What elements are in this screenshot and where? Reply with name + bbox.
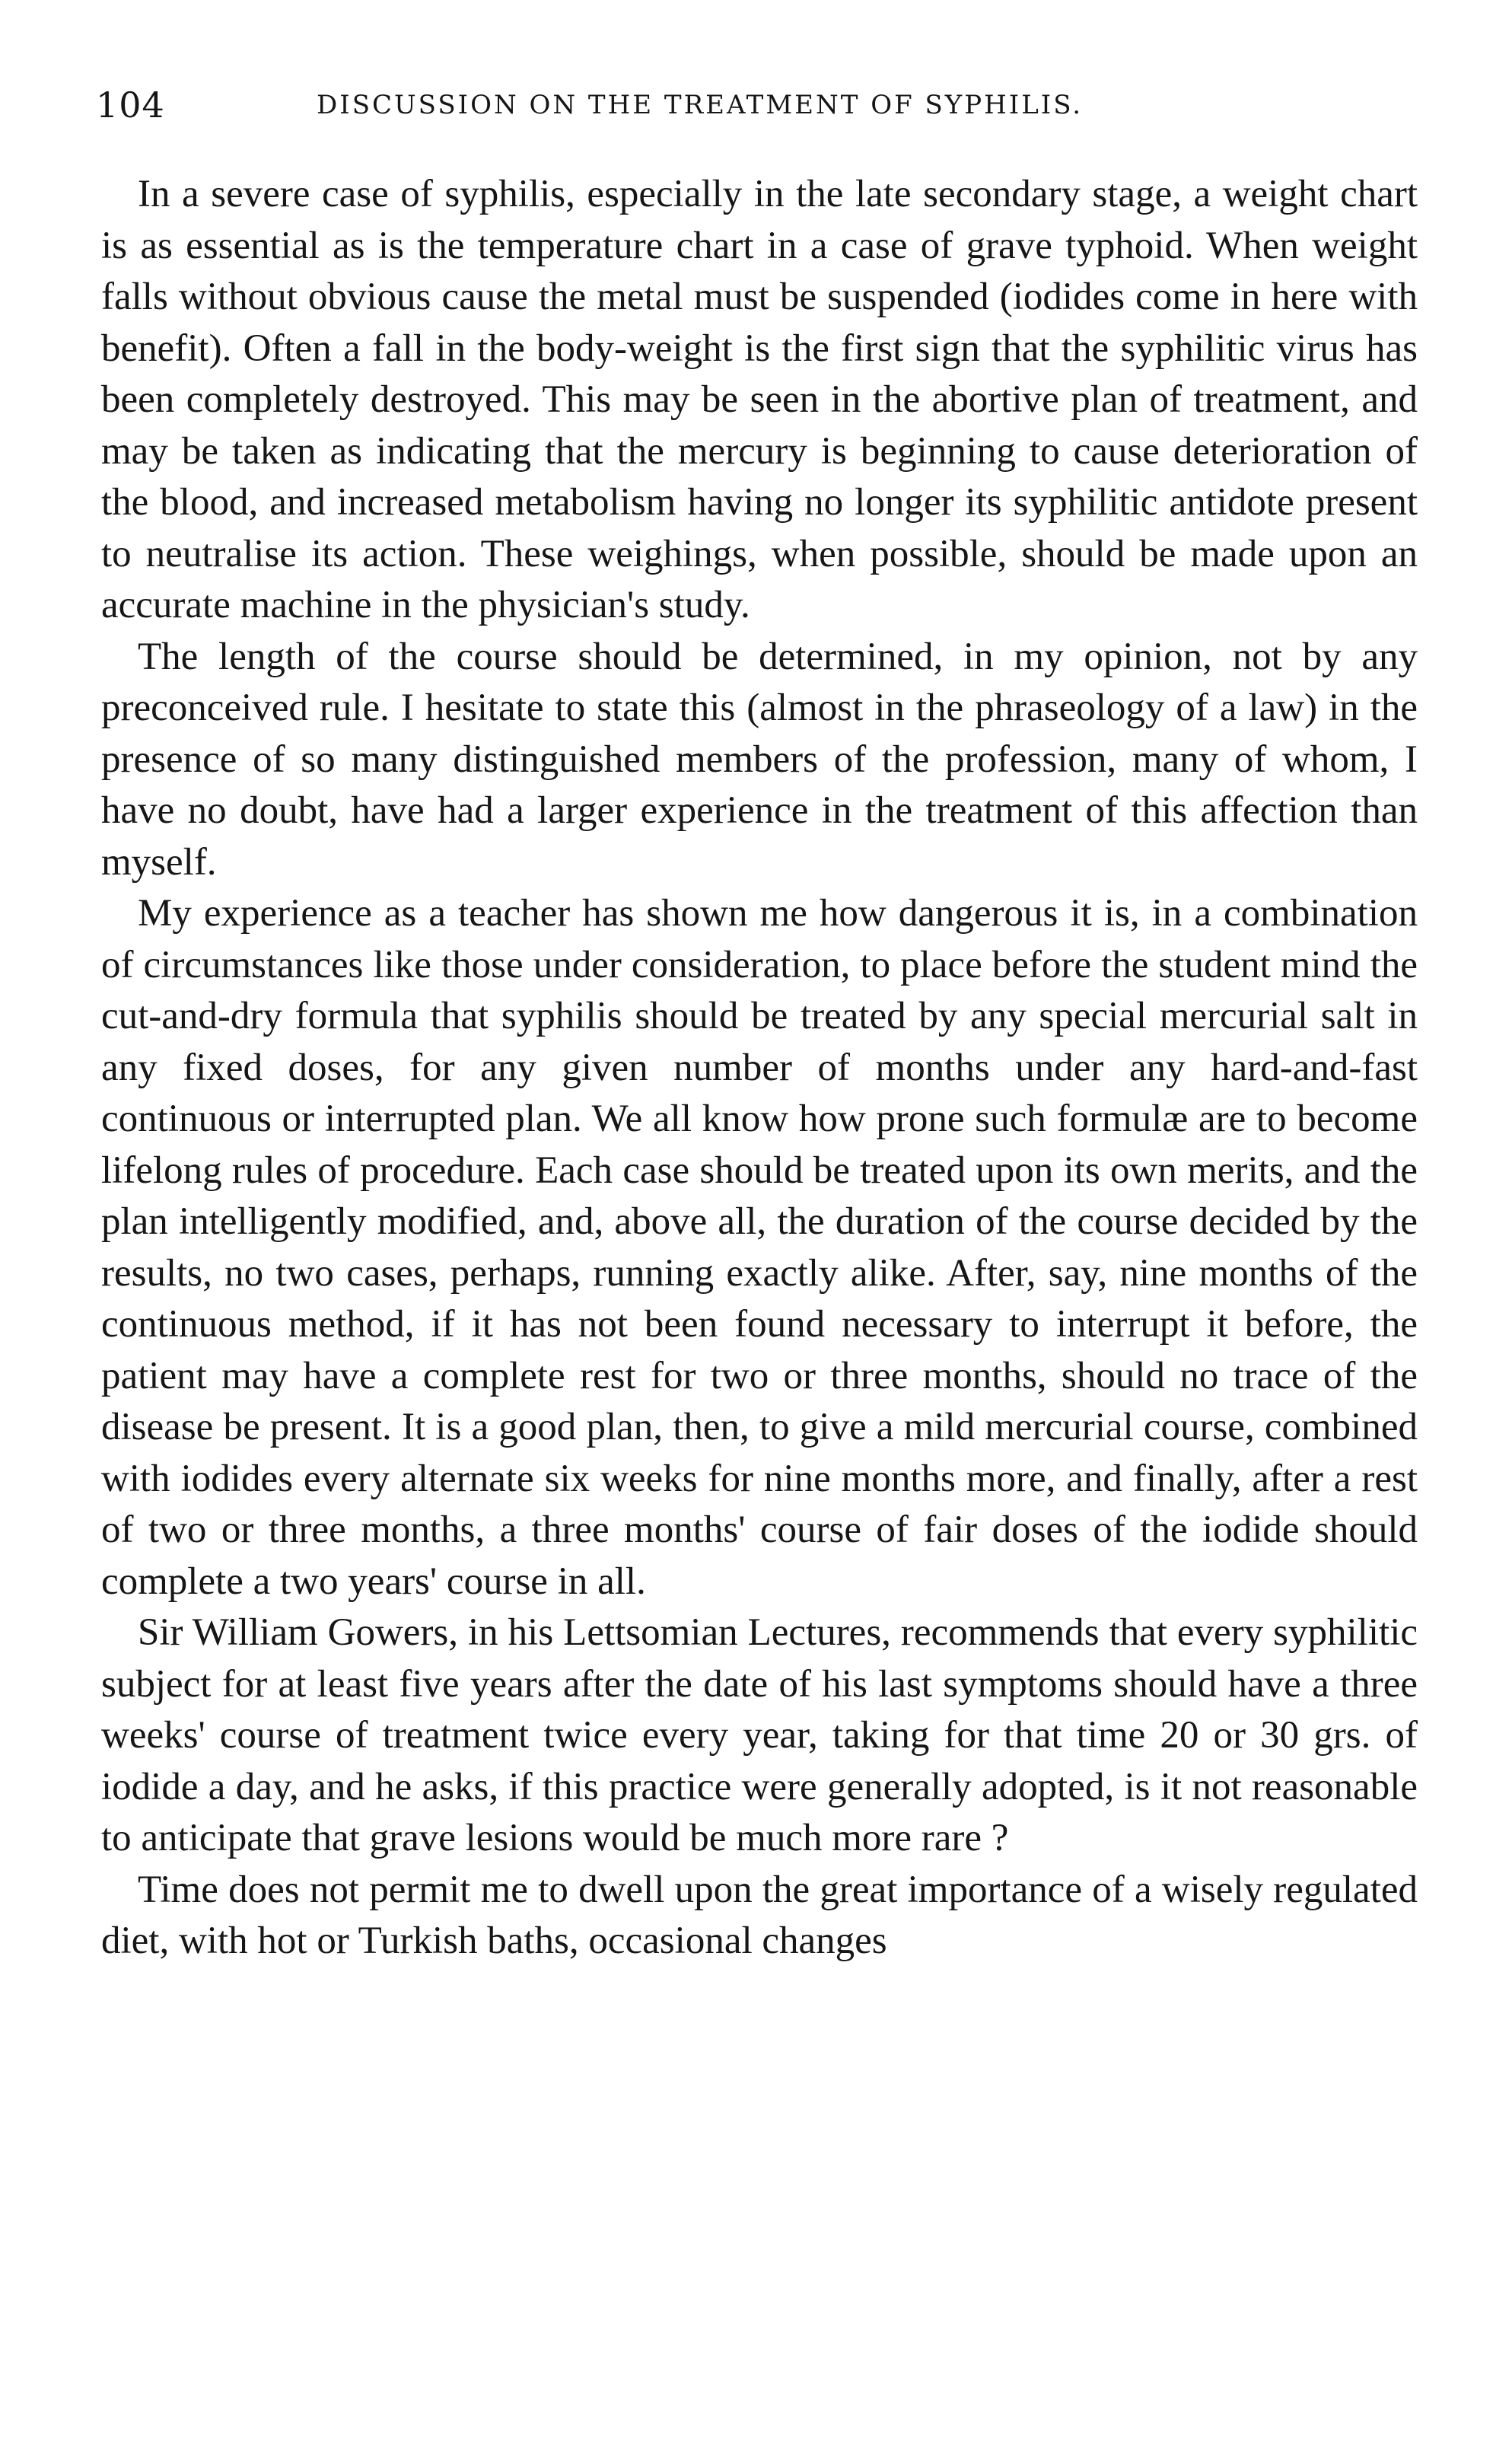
body-text (101, 169, 1418, 1967)
paragraph-diet: Time does not permit me to dwell upon the great importance of a wisely regulated diet, with hot or Turkish baths, occasional changes (101, 1868, 1418, 1962)
page-header (96, 82, 1420, 128)
paragraph-course-length: The length of the course should be determined, in my opinion, not by any preconceived rule. I hesitate to state this (almost in the phraseology of a law) in the presence of so many distinguished members of the profession, many of whom, I have no doubt, have had a larger experience in the treatment of this affection than myself. (101, 635, 1418, 884)
paragraph-teacher-experience: My experience as a teacher has shown me how dangerous it is, in a combination of circumstances like those under consideration, to place before the student mind the cut-and-dry formula that syphilis should be treated by any special mercurial salt in any fixed doses, for any given number of months under any hard-and-fast continuous or interrupted plan. We all know how prone such formulæ are to become lifelong rules of procedure. Each case should be treated upon its own merits, and the plan intelligently modified, and, above all, the duration of the course decided by the results, no two cases, perhaps, running exactly alike. After, say, nine months of the continuous method, if it has not been found necessary to interrupt it before, the patient may have a complete rest for two or three months, should no trace of the disease be present. It is a good plan, then, to give a mild mercurial course, combined with iodides every alternate six weeks for nine months more, and finally, after a rest of two or three months, a three months' course of fair doses of the iodide should complete a two years' course in all. (101, 892, 1418, 1603)
paragraph-weight-chart: In a severe case of syphilis, especially in the late secondary stage, a weight chart is as essential as is the temperature chart in a case of grave typhoid. When weight falls without obvious cause the metal must be suspended (iodides come in here with benefit). Often a fall in the body-weight is the first sign that the syphilitic virus has been completely destroyed. This may be seen in the abortive plan of treatment, and may be taken as indicating that the mercury is beginning to cause deterioration of the blood, and increased metabolism having no longer its syphilitic antidote present to neutralise its action. These weighings, when possible, should be made upon an accurate machine in the physician's study. (101, 173, 1418, 626)
running-title: DISCUSSION ON THE TREATMENT OF SYPHILIS. (317, 90, 1084, 120)
page-number: 104 (96, 84, 165, 126)
paragraph-gowers-lectures: Sir William Gowers, in his Lettsomian Lectures, recommends that every syphilitic subject for at least five years after the date of his last symptoms should have a three weeks' course of treatment twice every year, taking for that time 20 or 30 grs. of iodide a day, and he asks, if this practice were generally adopted, is it not reasonable to anticipate that grave lesions would be much more rare ? (101, 1611, 1418, 1859)
